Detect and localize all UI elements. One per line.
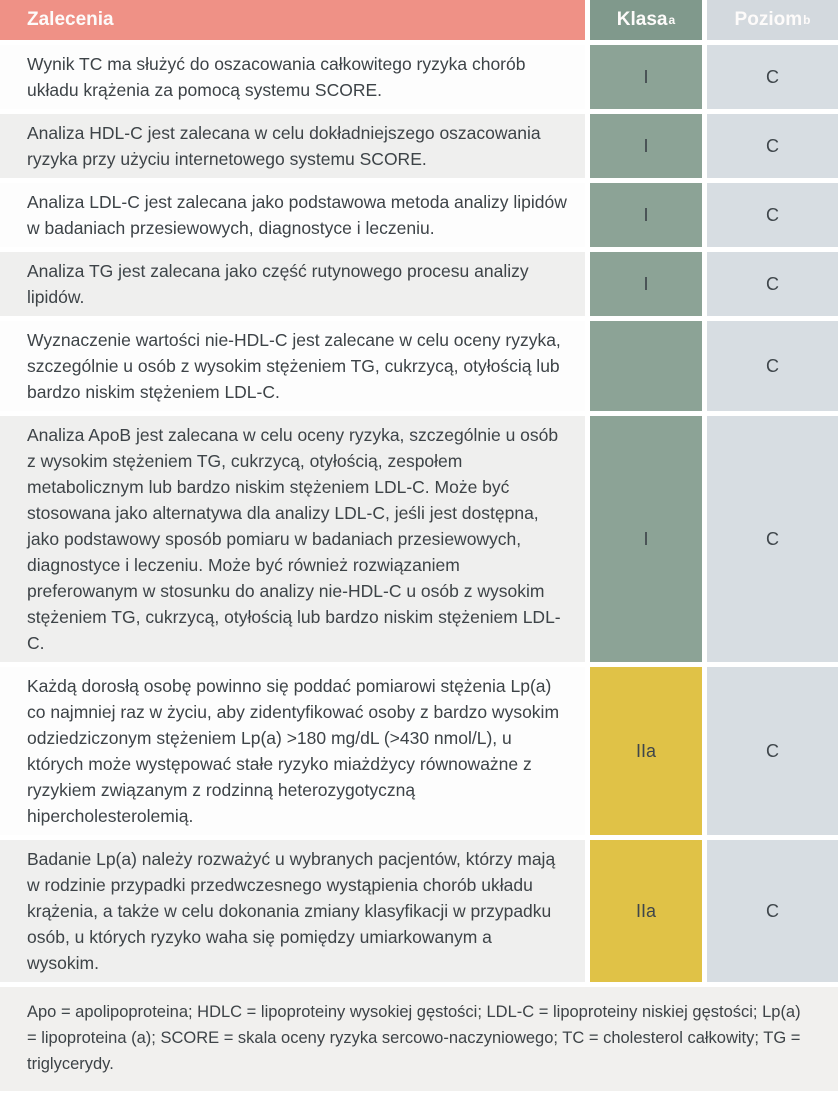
column-header-class (590, 0, 702, 40)
recommendation-text: Wynik TC ma służyć do oszacowania całkowitego ryzyka chorób układu krążenia za pomocą systemu SCORE. (0, 45, 585, 109)
class-cell: I (590, 114, 702, 178)
table-row (0, 183, 838, 247)
level-cell: C (707, 667, 838, 835)
column-header-class-label: Klasa (616, 9, 668, 30)
recommendation-text: Wyznaczenie wartości nie-HDL-C jest zalecane w celu oceny ryzyka, szczególnie u osób z wysokim stężeniem TG, cukrzycą, otyłością lub bardzo niskim stężeniem LDL-C. (0, 321, 585, 411)
table-row (0, 321, 838, 411)
level-cell: C (707, 321, 838, 411)
class-cell: I (590, 183, 702, 247)
table-row (0, 45, 838, 109)
table-row (0, 114, 838, 178)
level-cell: C (707, 416, 838, 662)
column-header-class-footnote-marker: a (668, 13, 676, 27)
recommendation-text: Analiza ApoB jest zalecana w celu oceny ryzyka, szczególnie u osób z wysokim stężeniem TG, cukrzycą, otyłością, zespołem metabolicznym lub bardzo niskim stężeniem LDL-C. Może być stosowana jako alternatywa dla analizy LDL-C, jeśli jest dostępna, jako podstawowy sposób pomiaru w badaniach przesiewowych, diagnostyce i leczeniu. Może być również rozwiązaniem preferowanym w stosunku do analizy nie-HDL-C u osób z wysokim stężeniem TG, cukrzycą, otyłością lub bardzo niskim stężeniem LDL-C. (0, 416, 585, 662)
recommendation-text: Badanie Lp(a) należy rozważyć u wybranych pacjentów, którzy mają w rodzinie przypadki przedwczesnego wystąpienia chorób układu krążenia, a także w celu dokonania zmiany klasyfikacji w przypadku osób, u których ryzyko waha się pomiędzy umiarkowanym a wysokim. (0, 840, 585, 982)
level-cell: C (707, 114, 838, 178)
level-cell: C (707, 252, 838, 316)
table-row (0, 667, 838, 835)
level-cell: C (707, 840, 838, 982)
recommendation-text: Analiza LDL-C jest zalecana jako podstawowa metoda analizy lipidów w badaniach przesiewowych, diagnostyce i leczeniu. (0, 183, 585, 247)
column-header-recommendations-label: Zalecenia (27, 9, 114, 30)
class-cell: I (590, 416, 702, 662)
class-cell: I (590, 252, 702, 316)
column-header-level (707, 0, 838, 40)
recommendation-text: Każdą dorosłą osobę powinno się poddać pomiarowi stężenia Lp(a) co najmniej raz w życiu, aby zidentyfikować osoby z bardzo wysokim odziedziczonym stężeniem Lp(a) >180 mg/dL (>430 nmol/L), u których może występować stałe ryzyko miażdżycy równoważne z ryzykiem związanym z rodzinną heterozygotyczną hipercholesterolemią. (0, 667, 585, 835)
column-header-recommendations (0, 0, 585, 40)
class-cell: IIa (590, 840, 702, 982)
class-cell: I (590, 45, 702, 109)
level-cell: C (707, 45, 838, 109)
table-header-row (0, 0, 838, 40)
table-row (0, 252, 838, 316)
table-row (0, 840, 838, 982)
recommendation-text: Analiza HDL-C jest zalecana w celu dokładniejszego oszacowania ryzyka przy użyciu internetowego systemu SCORE. (0, 114, 585, 178)
column-header-level-footnote-marker: b (803, 13, 811, 27)
table-row (0, 416, 838, 662)
recommendation-text: Analiza TG jest zalecana jako część rutynowego procesu analizy lipidów. (0, 252, 585, 316)
table-footnote: Apo = apolipoproteina; HDLC = lipoproteiny wysokiej gęstości; LDL-C = lipoproteiny niskiej gęstości; Lp(a) = lipoproteina (a); SCORE = skala oceny ryzyka sercowo-naczyniowego; TC = cholesterol całkowity; TG = triglycerydy. (0, 987, 838, 1091)
class-cell: IIa (590, 667, 702, 835)
level-cell: C (707, 183, 838, 247)
column-header-level-label: Poziom (734, 9, 803, 30)
class-cell (590, 321, 702, 411)
